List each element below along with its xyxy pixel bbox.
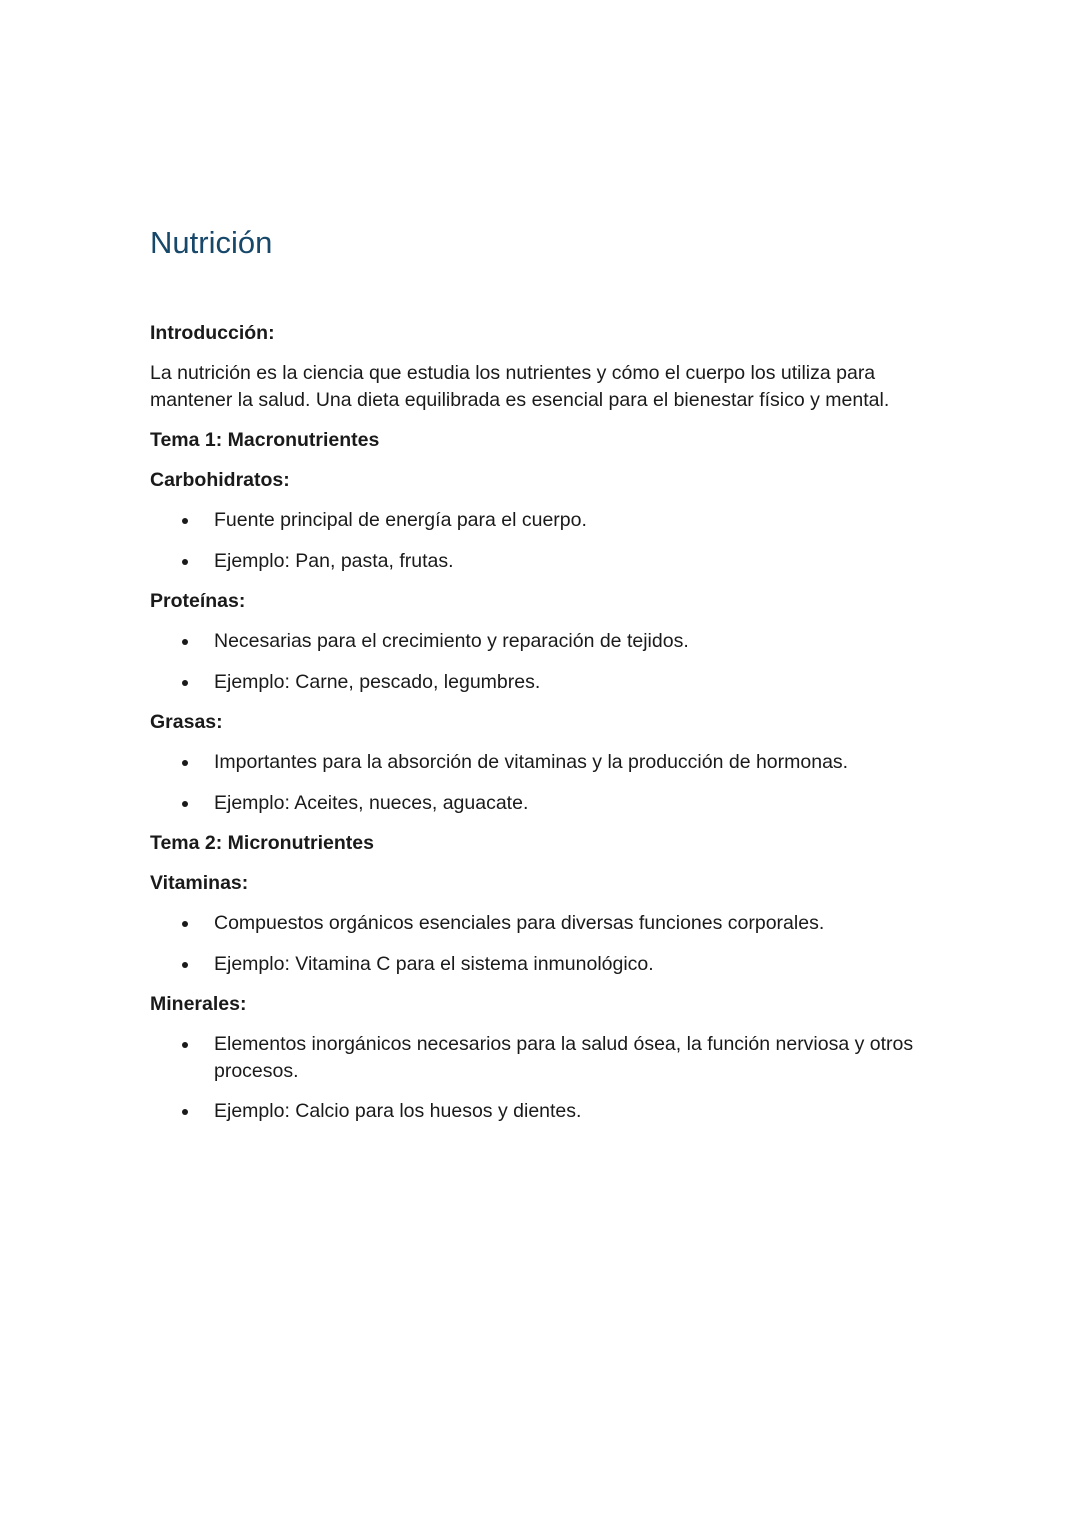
list-item: Ejemplo: Aceites, nueces, aguacate.	[150, 790, 940, 817]
minerales-list	[150, 1031, 940, 1125]
intro-heading: Introducción:	[150, 322, 275, 344]
list-item: Ejemplo: Pan, pasta, frutas.	[150, 548, 940, 575]
bullet-icon	[182, 680, 188, 686]
vitaminas-list	[150, 910, 940, 977]
bullet-icon	[182, 760, 188, 766]
proteinas-heading: Proteínas:	[150, 590, 246, 612]
carbohidratos-heading: Carbohidratos:	[150, 469, 290, 491]
bullet-icon	[182, 921, 188, 927]
grasas-heading: Grasas:	[150, 711, 223, 733]
list-item: Ejemplo: Carne, pescado, legumbres.	[150, 669, 940, 696]
bullet-icon	[182, 1042, 188, 1048]
bullet-icon	[182, 801, 188, 807]
carbohidratos-list	[150, 507, 940, 574]
tema1-heading: Tema 1: Macronutrientes	[150, 429, 380, 451]
document-page	[150, 222, 940, 1139]
bullet-icon	[182, 559, 188, 565]
list-item: Necesarias para el crecimiento y reparación de tejidos.	[150, 628, 940, 655]
bullet-icon	[182, 518, 188, 524]
list-item: Importantes para la absorción de vitaminas y la producción de hormonas.	[150, 749, 940, 776]
list-item: Ejemplo: Vitamina C para el sistema inmunológico.	[150, 951, 940, 978]
tema2-heading: Tema 2: Micronutrientes	[150, 832, 374, 854]
list-item: Fuente principal de energía para el cuerpo.	[150, 507, 940, 534]
grasas-list	[150, 749, 940, 816]
intro-paragraph: La nutrición es la ciencia que estudia los nutrientes y cómo el cuerpo los utiliza para mantener la salud. Una dieta equilibrada es esencial para el bienestar físico y mental.	[150, 362, 890, 411]
minerales-heading: Minerales:	[150, 993, 247, 1015]
bullet-icon	[182, 639, 188, 645]
list-item: Elementos inorgánicos necesarios para la salud ósea, la función nerviosa y otros procesos.	[150, 1031, 940, 1084]
list-item: Compuestos orgánicos esenciales para diversas funciones corporales.	[150, 910, 940, 937]
bullet-icon	[182, 1109, 188, 1115]
list-item: Ejemplo: Calcio para los huesos y dientes.	[150, 1098, 940, 1125]
vitaminas-heading: Vitaminas:	[150, 872, 249, 894]
document-title: Nutrición	[150, 225, 273, 260]
bullet-icon	[182, 962, 188, 968]
proteinas-list	[150, 628, 940, 695]
